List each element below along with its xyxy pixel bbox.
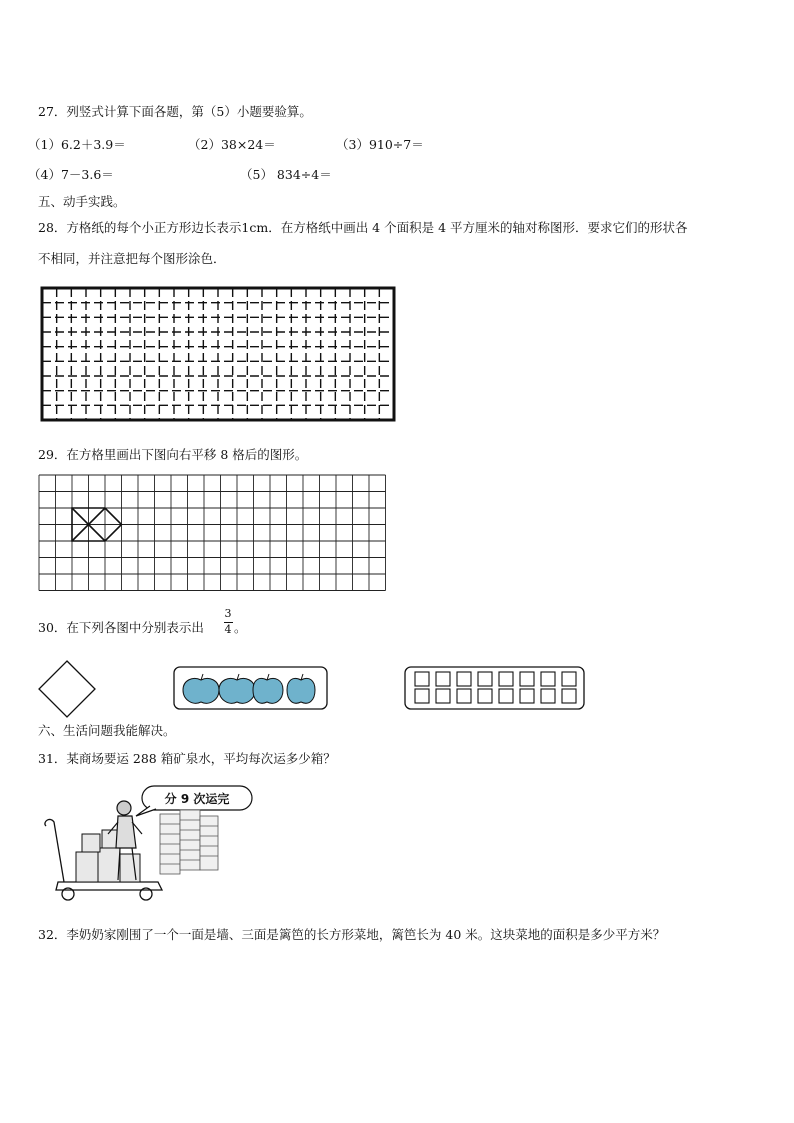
q28-text-line1: 28．方格纸的每个小正方形边长表示1cm．在方格纸中画出 4 个面积是 4 平方厘米的轴对称图形．要求它们的形状各 bbox=[38, 220, 688, 235]
q27-item-4: （4）7－3.6＝ bbox=[28, 167, 114, 182]
small-square[interactable] bbox=[478, 672, 492, 686]
q27-item-2: （2）38×24＝ bbox=[188, 137, 276, 152]
q28-text-line2: 不相同，并注意把每个图形涂色． bbox=[38, 251, 226, 266]
small-square[interactable] bbox=[499, 689, 513, 703]
speech-bubble-text: 分 9 次运完 bbox=[164, 792, 230, 806]
small-square[interactable] bbox=[415, 672, 429, 686]
q31-illustration bbox=[38, 782, 258, 912]
small-square[interactable] bbox=[541, 672, 555, 686]
apple-icon bbox=[183, 674, 219, 703]
section-6-heading: 六、生活问题我能解决。 bbox=[38, 723, 176, 738]
q27-item-5: （5） 834÷4＝ bbox=[240, 167, 332, 182]
small-square[interactable] bbox=[478, 689, 492, 703]
apple-icon bbox=[287, 674, 315, 703]
q28-dashed-grid[interactable] bbox=[38, 284, 398, 426]
stacked-boxes-icon bbox=[160, 810, 218, 874]
q32-title: 32．李奶奶家刚围了一个一面是墙、三面是篱笆的长方形菜地，篱笆长为 40 米。这块菜地的面积是多少平方米？ bbox=[38, 927, 666, 942]
q30-title-end: 。 bbox=[234, 620, 247, 635]
small-square[interactable] bbox=[436, 672, 450, 686]
q30-fraction-numerator: 3 bbox=[224, 607, 232, 620]
section-5-heading: 五、动手实践。 bbox=[38, 194, 126, 209]
small-square[interactable] bbox=[457, 672, 471, 686]
apple-icon bbox=[253, 674, 283, 703]
small-square[interactable] bbox=[415, 689, 429, 703]
q30-title: 30．在下列各图中分别表示出 bbox=[38, 620, 204, 635]
small-square[interactable] bbox=[562, 672, 576, 686]
q29-square-grid[interactable] bbox=[38, 474, 388, 592]
q30-fraction-denominator: 4 bbox=[224, 623, 232, 636]
q30-squares-box[interactable] bbox=[404, 666, 586, 712]
small-square[interactable] bbox=[499, 672, 513, 686]
small-square[interactable] bbox=[541, 689, 555, 703]
q27-title: 27．列竖式计算下面各题，第（5）小题要验算。 bbox=[38, 104, 312, 119]
q30-apple-box[interactable] bbox=[173, 666, 329, 712]
small-square[interactable] bbox=[520, 672, 534, 686]
q31-title: 31．某商场要运 288 箱矿泉水，平均每次运多少箱？ bbox=[38, 751, 336, 766]
q27-item-1: （1）6.2＋3.9＝ bbox=[28, 137, 126, 152]
small-square[interactable] bbox=[436, 689, 450, 703]
apple-icon bbox=[219, 674, 255, 703]
small-square[interactable] bbox=[562, 689, 576, 703]
small-square[interactable] bbox=[457, 689, 471, 703]
small-square[interactable] bbox=[520, 689, 534, 703]
box-border bbox=[405, 667, 584, 709]
q30-diamond[interactable] bbox=[37, 659, 99, 721]
q29-title: 29．在方格里画出下图向右平移 8 格后的图形。 bbox=[38, 447, 308, 462]
q27-item-3: （3）910÷7＝ bbox=[336, 137, 424, 152]
